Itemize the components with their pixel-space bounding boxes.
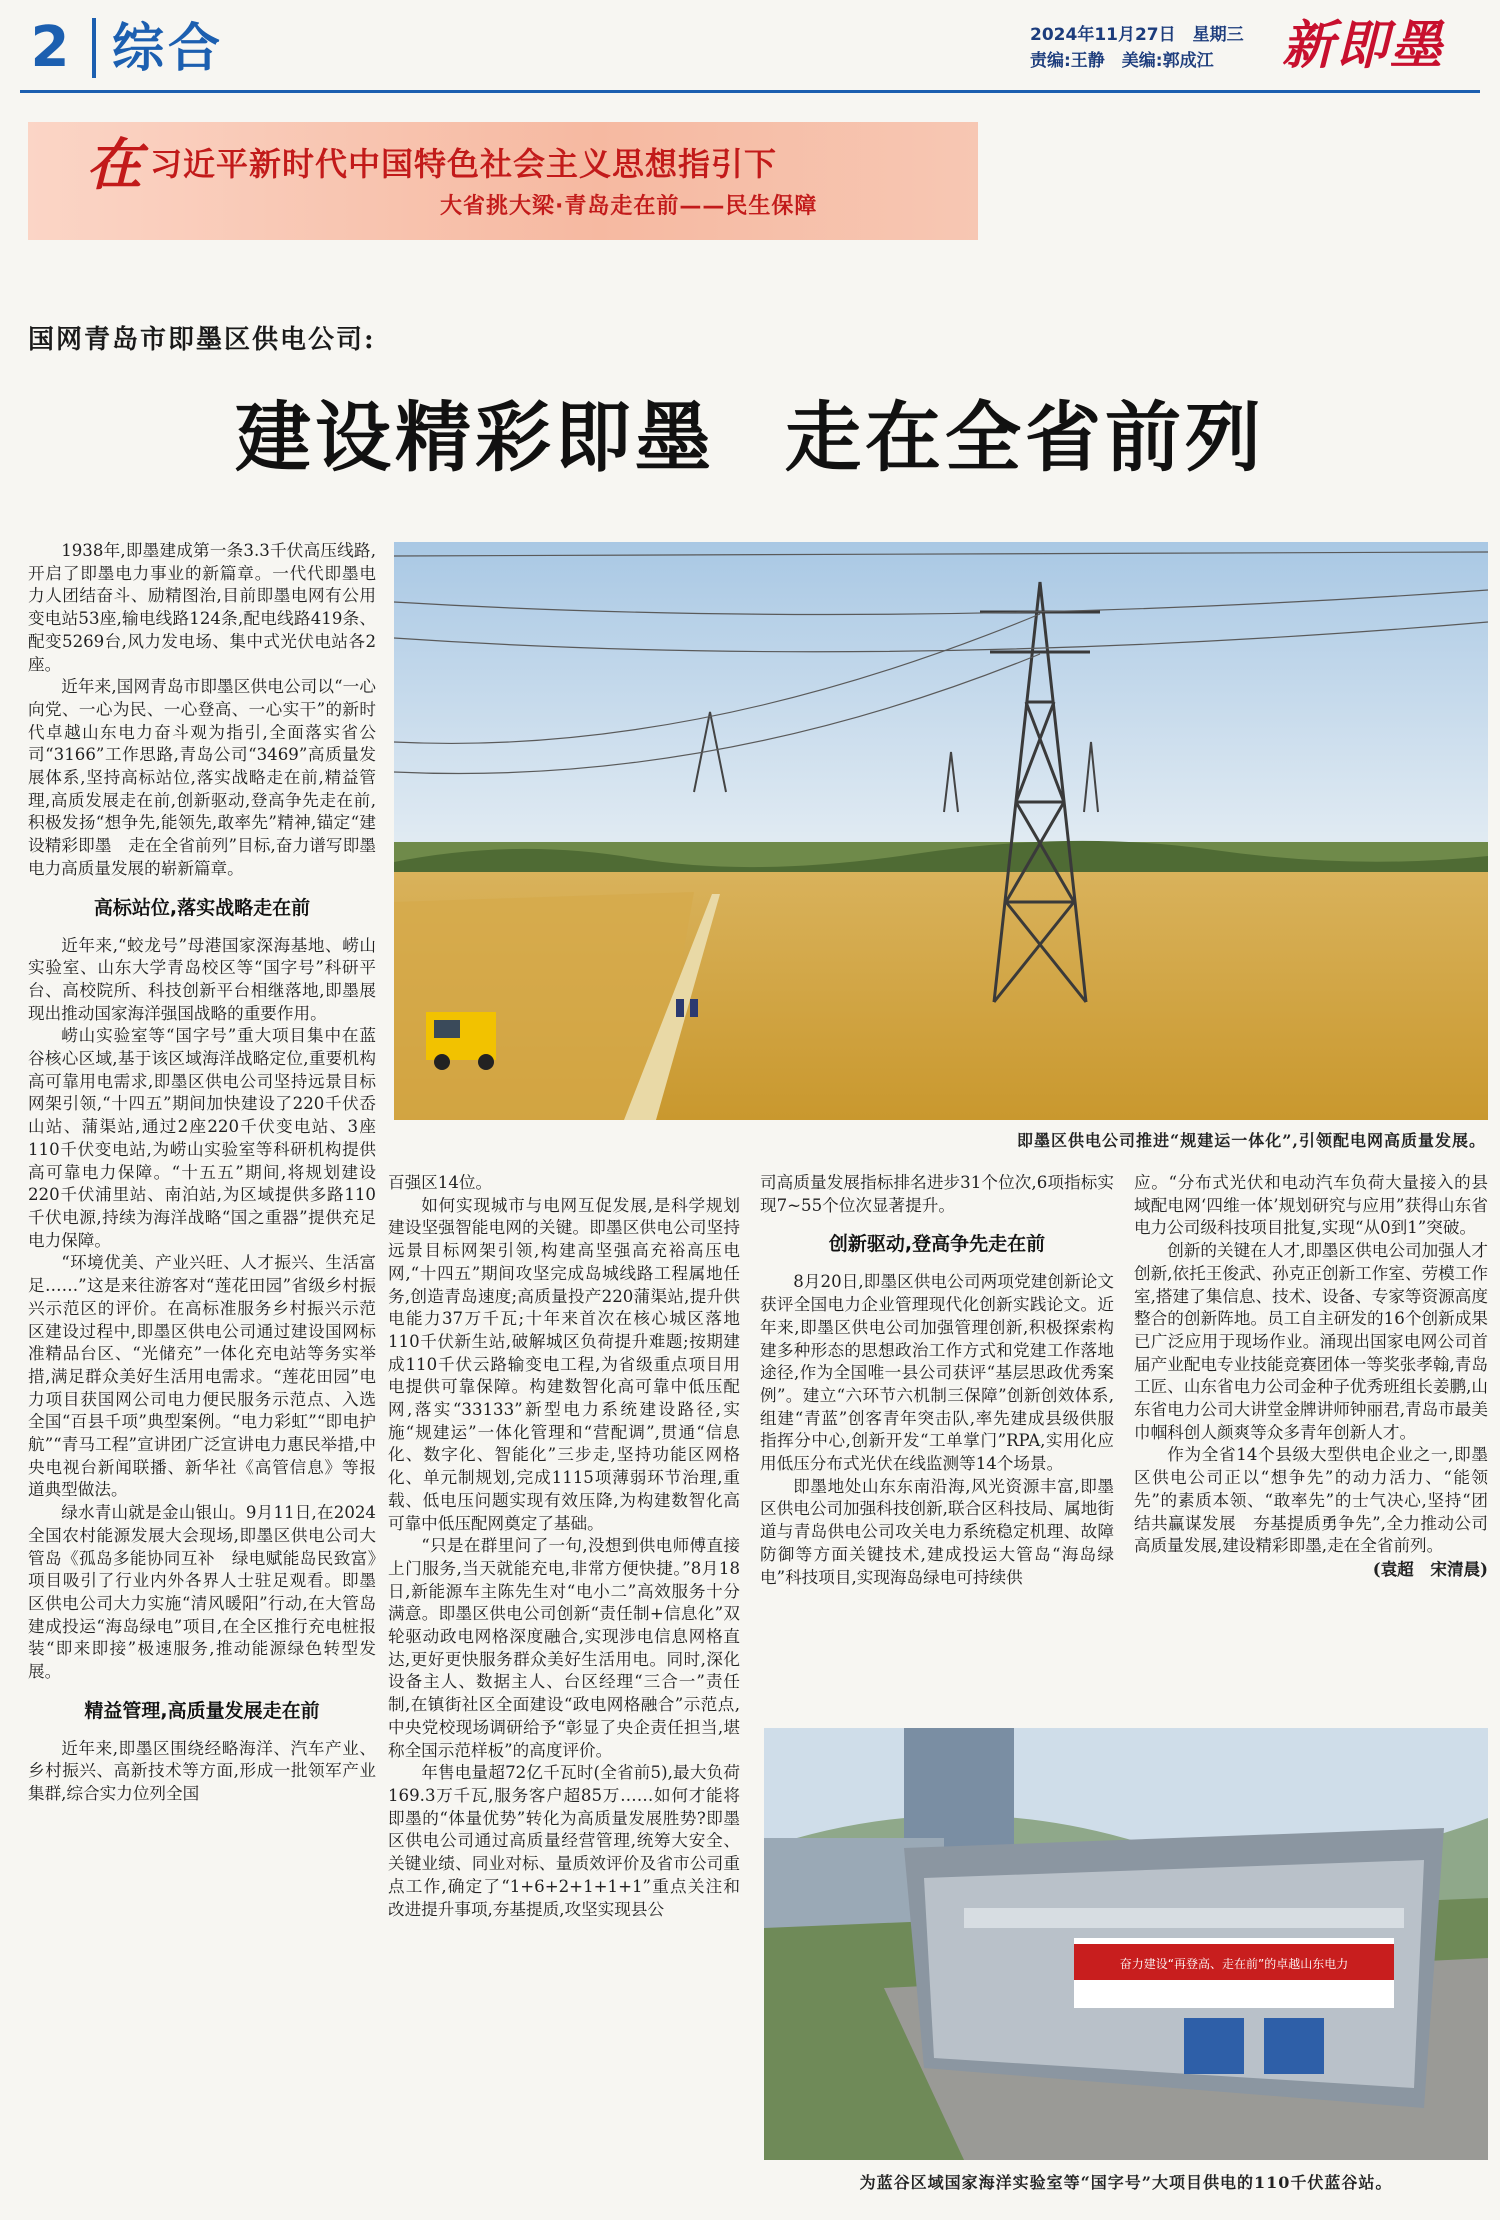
byline: (袁超 宋清晨) (1372, 1558, 1488, 1579)
paragraph: 绿水青山就是金山银山。9月11日,在2024全国农村能源发展大会现场,即墨区供电公司大管岛《孤岛多能协同互补 绿电赋能岛民致富》项目吸引了行业内外各界人士驻足观看。即墨区供电公司大力实施“清风暖阳”行动,在大管岛建成投运“海岛绿电”项目,在全区推行充电桩报装“即来即接”极速服务,推动能源绿色转型发展。 (28, 1503, 376, 1682)
masthead-meta (1030, 22, 1280, 74)
article-column-4 (1134, 1172, 1488, 1581)
masthead-rule (20, 90, 1480, 93)
headline-part2: 走在全省前列 (785, 393, 1265, 482)
banner-lead-char: 在 (86, 132, 142, 198)
paragraph: 1938年,即墨建成第一条3.3千伏高压线路,开启了即墨电力事业的新篇章。一代代即墨电力人团结奋斗、励精图治,目前即墨电网有公用变电站53座,输电线路124条,配电线路419条、配变5269台,风力发电场、集中式光伏电站各2座。 (28, 541, 376, 674)
paragraph: 即墨地处山东东南沿海,风光资源丰富,即墨区供电公司加强科技创新,联合区科技局、属地街道与青岛供电公司攻关电力系统稳定机理、故障防御等方面关键技术,建成投运大管岛“海岛绿电”科技项目,实现海岛绿电可持续供 (760, 1476, 1114, 1587)
main-headline (28, 388, 1472, 488)
wheat-field-illustration (394, 542, 1488, 1120)
newspaper-logo: 新即墨 (1282, 15, 1445, 76)
page-number: 2 (30, 15, 70, 80)
photo-wheat-field (394, 542, 1488, 1120)
paragraph: 近年来,即墨区围绕经略海洋、汽车产业、乡村振兴、高新技术等方面,形成一批领军产业集群,综合实力位列全国 (28, 1738, 376, 1804)
section-title: 综合 (112, 19, 225, 79)
editors-line: 责编:王静 美编:郭成江 (1030, 51, 1214, 71)
paragraph: 创新的关键在人才,即墨区供电公司加强人才创新,依托王俊武、孙克正创新工作室、劳模工作室,搭建了集信息、技术、设备、专家等资源高度整合的创新阵地。员工自主研发的16个创新成果已广泛应用于现场作业。涌现出国家电网公司首届产业配电专业技能竞赛团体一等奖张孝翰,青岛工匠、山东省电力公司金种子优秀班组长姜鹏,山东省电力公司大讲堂金牌讲师钟丽君,青岛市最美巾帼科创人颜爽等众多青年创新人才。 (1134, 1241, 1488, 1442)
masthead-divider (92, 18, 96, 78)
substation-sign: 奋力建设“再登高、走在前”的卓越山东电力 (1119, 1957, 1349, 1971)
banner-title: 习近平新时代中国特色社会主义思想指引下 (150, 145, 778, 183)
photo1-caption: 即墨区供电公司推进“规建运一体化”,引领配电网高质量发展。 (1017, 1131, 1486, 1150)
subheading: 创新驱动,登高争先走在前 (828, 1233, 1046, 1256)
paragraph: 8月20日,即墨区供电公司两项党建创新论文获评全国电力企业管理现代化创新实践论文。近年来,即墨区供电公司加强管理创新,积极探索构建多种形态的思想政治工作方式和党建工作落地途径,作为全国唯一县公司获评“基层思政优秀案例”。建立“六环节六机制三保障”创新创效体系,组建“青蓝”创客青年突击队,率先建成县级供服指挥分中心,创新开发“工单掌门”RPA,实用化应用低压分布式光伏在线监测等14个场景。 (760, 1272, 1114, 1474)
headline-kicker: 国网青岛市即墨区供电公司: (28, 325, 376, 355)
article-column-2 (388, 1172, 740, 1921)
paragraph: 作为全省14个县级大型供电企业之一,即墨区供电公司正以“想争先”的动力活力、“能领先”的素质本领、“敢率先”的士气决心,坚持“团结共赢谋发展 夯基提质勇争先”,全力推动公司高质量发展,建设精彩即墨,走在全省前列。 (1134, 1445, 1488, 1556)
substation-illustration (764, 1728, 1488, 2160)
paragraph: 崂山实验室等“国字号”重大项目集中在蓝谷核心区域,基于该区域海洋战略定位,重要机构高可靠用电需求,即墨区供电公司坚持远景目标网架引领,“十四五”期间加快建设了220千伏岙山站、蒲渠站,通过2座220千伏变电站、3座110千伏变电站,为崂山实验室等科研机构提供高可靠电力保障。“十五五”期间,将规划建设220千伏浦里站、南泊站,为区域提供多路110千伏电源,持续为海洋战略“国之重器”提供充足电力保障。 (28, 1026, 376, 1250)
article-column-1 (28, 540, 376, 1806)
paragraph: 百强区14位。 (388, 1173, 493, 1192)
paragraph: “只是在群里问了一句,没想到供电师傅直接上门服务,当天就能充电,非常方便快捷。”8月18日,新能源车主陈先生对“电小二”高效服务十分满意。即墨区供电公司创新“责任制+信息化”双轮驱动政电网格深度融合,实现涉电信息网格直达,更好更快服务群众美好生活用电。同时,深化设备主人、数据主人、台区经理“三合一”责任制,在镇街社区全面建设“政电网格融合”示范点,中央党校现场调研给予“彰显了央企责任担当,堪称全国示范样板”的高度评价。 (388, 1536, 740, 1760)
paragraph: 近年来,“蛟龙号”母港国家深海基地、崂山实验室、山东大学青岛校区等“国字号”科研平台、高校院所、科技创新平台相继落地,即墨展现出推动国家海洋强国战略的重要作用。 (28, 935, 376, 1023)
photo2-caption: 为蓝谷区域国家海洋实验室等“国字号”大项目供电的110千伏蓝谷站。 (859, 2173, 1393, 2192)
subheading: 高标站位,落实战略走在前 (93, 896, 311, 919)
subheading: 精益管理,高质量发展走在前 (84, 1699, 320, 1722)
paragraph: 司高质量发展指标排名进步31个位次,6项指标实现7~55个位次显著提升。 (760, 1173, 1114, 1215)
paragraph: 近年来,国网青岛市即墨区供电公司以“一心向党、一心为民、一心登高、一心实干”的新时代卓越山东电力奋斗观为指引,全面落实省公司“3166”工作思路,青岛公司“3469”高质量发展体系,坚持高标站位,落实战略走在前,精益管理,高质发展走在前,创新驱动,登高争先走在前,积极发扬“想争先,能领先,敢率先”精神,锚定“建设精彩即墨 走在全省前列”目标,奋力谱写即墨电力高质量发展的崭新篇章。 (28, 677, 376, 878)
article-column-3 (760, 1172, 1114, 1589)
paragraph: 如何实现城市与电网互促发展,是科学规划建设坚强智能电网的关键。即墨区供电公司坚持远景目标网架引领,构建高坚强高充裕高压电网,“十四五”期间攻坚完成岛城线路工程属地任务,创造青岛速度;高质量投产220蒲渠站,提升供电能力37万千瓦;十年来首次在核心城区落地110千伏新生站,破解城区负荷提升难题;按期建成110千伏云路输变电工程,为省级重点项目用电提供可靠保障。构建数智化高可靠中低压配网,落实“33133”新型电力系统建设路径,实施“规建运”一体化管理和“营配调”,贯通“信息化、数字化、智能化”三步走,坚持功能区网格化、单元制规划,完成1115项薄弱环节治理,重载、低电压问题实现有效压降,为构建数智化高可靠中低压配网奠定了基础。 (388, 1195, 740, 1533)
banner-subtitle: 大省挑大梁·青岛走在前——民生保障 (440, 194, 818, 219)
paragraph: 年售电量超72亿千瓦时(全省前5),最大负荷169.3万千瓦,服务客户超85万……如何才能将即墨的“体量优势”转化为高质量发展胜势?即墨区供电公司通过高质量经营管理,统筹大安全、关键业绩、同业对标、量质效评价及省市公司重点工作,确定了“1+6+2+1+1+1”重点关注和改进提升事项,夯基提质,攻坚实现县公 (388, 1763, 740, 1919)
paragraph: 应。“分布式光伏和电动汽车负荷大量接入的县域配电网‘四维一体’规划研究与应用”获得山东省电力公司级科技项目批复,实现“从0到1”突破。 (1134, 1173, 1488, 1238)
headline-part1: 建设精彩即墨 (235, 393, 715, 482)
date-line: 2024年11月27日 星期三 (1030, 25, 1244, 45)
photo-substation (764, 1728, 1488, 2160)
paragraph: “环境优美、产业兴旺、人才振兴、生活富足……”这是来往游客对“莲花田园”省级乡村振兴示范区的评价。在高标准服务乡村振兴示范区建设过程中,即墨区供电公司通过建设国网标准精品台区、“光储充”一体化充电站等务实举措,满足群众美好生活用电需求。“莲花田园”电力项目获国网公司电力便民服务示范点、入选全国“百县千项”典型案例。“电力彩虹”“即电护航”“青马工程”宣讲团广泛宣讲电力惠民举措,中央电视台新闻联播、新华社《高管信息》等报道典型做法。 (28, 1253, 376, 1500)
